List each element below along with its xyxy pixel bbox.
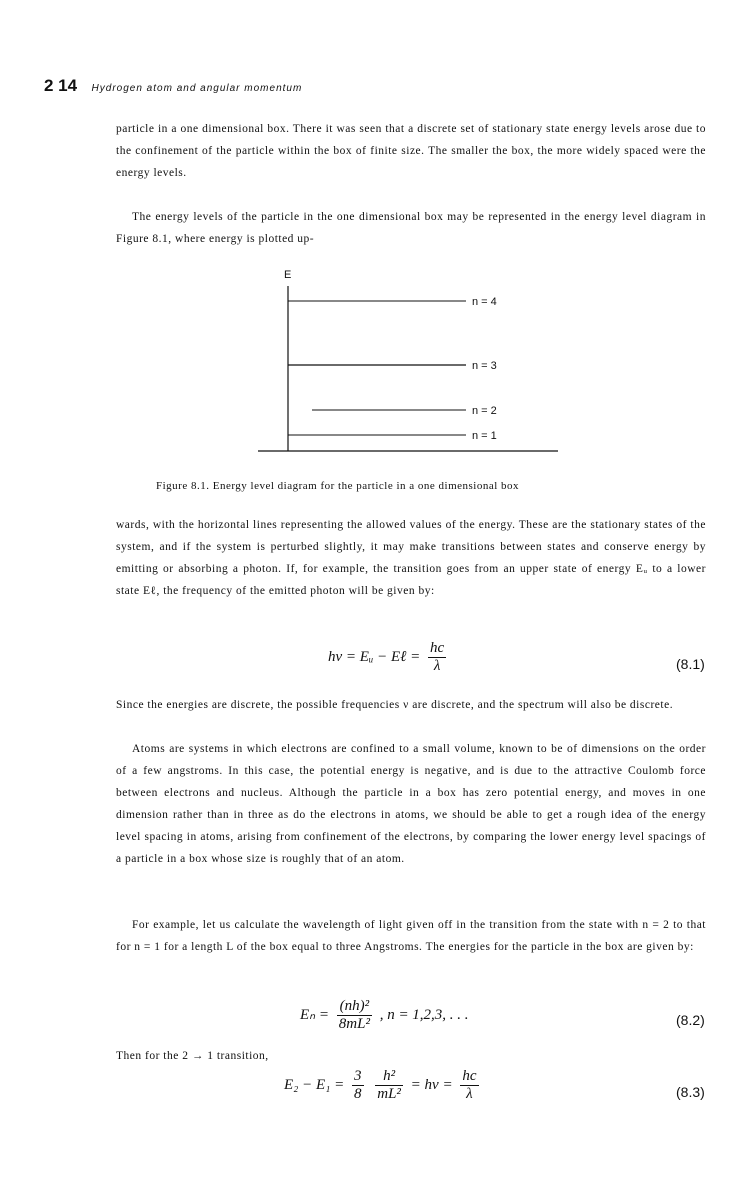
paragraph-2: The energy levels of the particle in the one dimensional box may be represented in the energy level diagram in Figure 8.1, where energy is plotted up- [116,211,706,245]
eq3-coef-denominator: 8 [354,1086,362,1102]
paragraph-1: particle in a one dimensional box. There it was seen that a discrete set of stationary state energy levels arose due to the confinement of the particle within the box of finite size. The smaller the box, the more widely spaced were the energy levels. [116,123,706,179]
equation-number-8-3: (8.3) [676,1084,705,1100]
running-header [44,76,302,96]
eq3-rhs-numerator: hc [462,1068,477,1084]
eq2-condition: , n = 1,2,3, . . . [379,1006,469,1023]
paragraph-5: Atoms are systems in which electrons are confined to a small volume, known to be of dimensions on the order of a few angstroms. In this case, the potential energy is negative, and is due to the attractive Coulomb force between electrons and nucleus. Although the particle in a box has zero potential energy, and moves in one dimension rather than in three as do the electrons in atoms, we should be able to get a rough idea of the energy level spacing in atoms, arising from confinement of the electrons, by comparing the lower energy level spacings of a particle in a box whose size is roughly that of an atom. [116,743,706,865]
page-number: 2 14 [44,76,78,95]
level-label-n2: n = 2 [472,405,497,417]
eq2-numerator: (nh)² [339,998,370,1014]
paragraph-3: wards, with the horizontal lines representing the allowed values of the energy. These are the stationary states of the system, and if the system is perturbed slightly, it may make transitions between states and conserve energy by emitting or absorbing a photon. If, for example, the transition goes from an upper state of energy Eᵤ to a lower state Eℓ, the frequency of the emitted photon will be given by: [116,519,706,597]
running-title: Hydrogen atom and angular momentum [91,83,303,94]
energy-level-diagram [250,264,570,464]
eq3-coef-numerator: 3 [354,1068,362,1084]
eq2-fraction [337,998,372,1033]
energy-axis-label: E [284,269,292,281]
eq3-lhs: E₂ − E₁ = [284,1076,345,1093]
eq3-denominator: mL² [377,1086,401,1102]
eq2-lhs: Eₙ = [300,1006,330,1023]
equation-8-1 [328,640,450,675]
eq3-rhs-fraction [460,1068,478,1103]
level-label-n3: n = 3 [472,360,497,372]
paragraph-7: Then for the 2 → 1 transition, [116,1050,269,1062]
eq3-fraction [375,1068,403,1103]
equation-8-3 [284,1068,483,1103]
eq1-lhs: hν = Eᵤ − Eℓ = [328,648,421,665]
eq1-denominator: λ [428,657,446,675]
equation-number-8-1: (8.1) [676,656,705,672]
equation-number-8-2: (8.2) [676,1012,705,1028]
eq3-coefficient [352,1068,364,1103]
eq2-denominator: 8mL² [338,1016,370,1032]
eq1-numerator: hc [430,640,445,656]
equation-8-2 [300,998,469,1033]
eq3-rhs-denominator: λ [460,1085,478,1103]
paragraph-4: Since the energies are discrete, the possible frequencies ν are discrete, and the spectrum will also be discrete. [116,699,674,711]
level-label-n4: n = 4 [472,296,497,308]
paragraph-6: For example, let us calculate the wavelength of light given off in the transition from the state with n = 2 to that for n = 1 for a length L of the box equal to three Angstroms. The energies for the particle in the box are given by: [116,919,706,953]
eq3-numerator: h² [383,1068,396,1084]
eq3-mid: = hν = [410,1076,453,1093]
eq1-fraction [428,640,446,675]
figure-caption: Figure 8.1. Energy level diagram for the particle in a one dimensional box [156,480,520,492]
level-label-n1: n = 1 [472,430,497,442]
